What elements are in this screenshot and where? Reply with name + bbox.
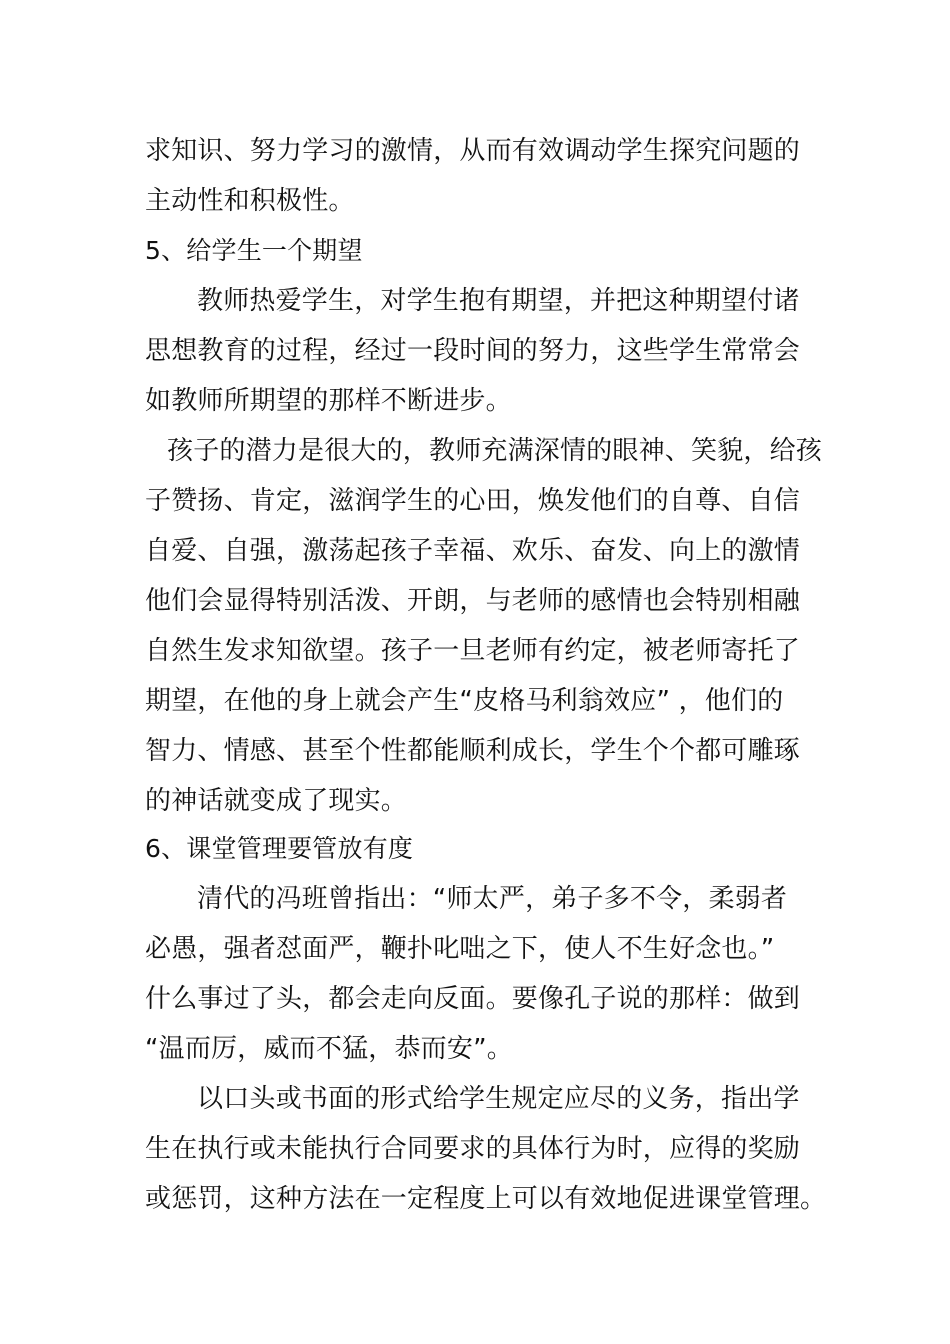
- text-line: 什么事过了头，都会走向反面。要像孔子说的那样：做到: [145, 984, 801, 1014]
- text-line: 孩子的潜力是很大的，教师充满深情的眼神、笑貌，给孩: [167, 436, 823, 466]
- text-line: 期望，在他的身上就会产生“皮格马利翁效应” ，他们的: [145, 686, 784, 716]
- text-line: “温而厉，威而不猛，恭而安”。: [145, 1034, 513, 1064]
- text-line: 自爱、自强，激荡起孩子幸福、欢乐、奋发、向上的激情: [145, 536, 801, 566]
- text-line: 教师热爱学生，对学生抱有期望，并把这种期望付诸: [197, 286, 800, 316]
- text-line: 求知识、努力学习的激情，从而有效调动学生探究问题的: [145, 136, 801, 166]
- text-line: 如教师所期望的那样不断进步。: [145, 386, 512, 416]
- text-line: 主动性和积极性。: [145, 186, 355, 216]
- text-line: 自然生发求知欲望。孩子一旦老师有约定，被老师寄托了: [145, 636, 801, 666]
- text-line: 清代的冯班曾指出：“师太严，弟子多不令，柔弱者: [197, 884, 788, 914]
- text-line: 必愚，强者怼面严，鞭扑叱咄之下，使人不生好念也。”: [145, 934, 775, 964]
- text-line: 的神话就变成了现实。: [145, 786, 408, 816]
- text-line: 子赞扬、肯定，滋润学生的心田，焕发他们的自尊、自信: [145, 486, 801, 516]
- text-line: 他们会显得特别活泼、开朗，与老师的感情也会特别相融: [145, 586, 801, 616]
- text-line: 以口头或书面的形式给学生规定应尽的义务，指出学: [197, 1084, 800, 1114]
- text-line: 思想教育的过程，经过一段时间的努力，这些学生常常会: [145, 336, 801, 366]
- text-line: 或惩罚，这种方法在一定程度上可以有效地促进课堂管理。: [145, 1184, 827, 1214]
- text-line: 生在执行或未能执行合同要求的具体行为时，应得的奖励: [145, 1134, 801, 1164]
- section-heading-6: 6、课堂管理要管放有度: [145, 834, 414, 863]
- text-line: 智力、情感、甚至个性都能顺利成长，学生个个都可雕琢: [145, 736, 801, 766]
- section-heading-5: 5、给学生一个期望: [145, 236, 363, 265]
